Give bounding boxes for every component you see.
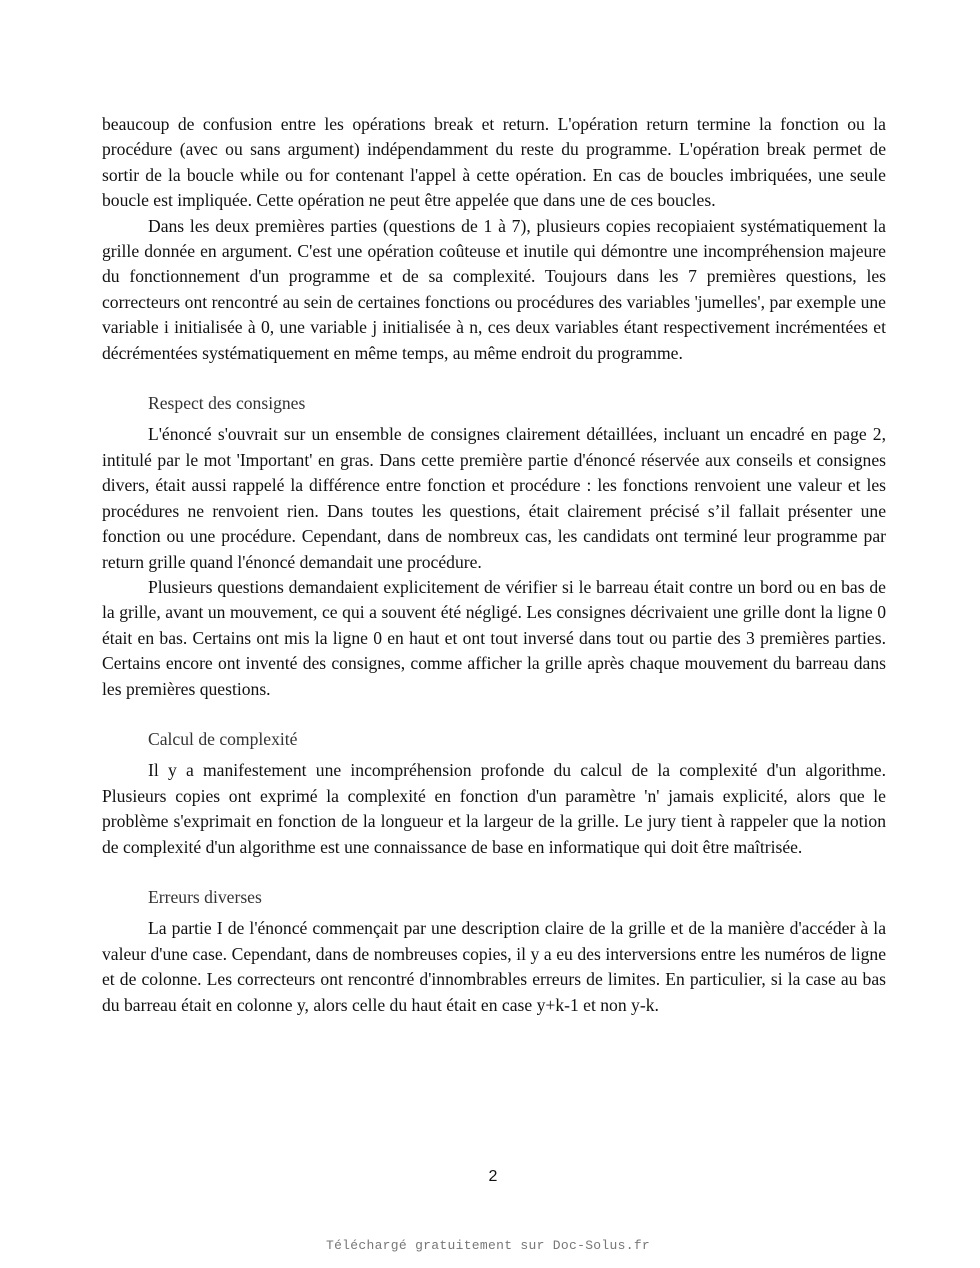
paragraph: beaucoup de confusion entre les opérations break et return. L'opération return termine la fonction ou la procédure (avec ou sans argument) indépendamment du reste du programme. L'opération break permet de sortir de la boucle while ou for contenant l'appel à cette opération. En cas de boucles imbriquées, une seule boucle est impliquée. Cette opération ne peut être appelée que dans une de ces boucles. [102,114,886,211]
section-heading: Calcul de complexité [148,728,298,749]
page-number: 2 [488,1168,498,1185]
section-heading: Erreurs diverses [148,886,262,907]
paragraph: Plusieurs questions demandaient explicitement de vérifier si le barreau était contre un bord ou en bas de la grille, avant un mouvement, ce qui a souvent été négligé. Les consignes décrivaient une grille dont la ligne 0 était en bas. Certains ont mis la ligne 0 en haut et ont tout inversé dans tout ou partie des 3 premières parties. Certains encore ont inventé des consignes, comme afficher la grille après chaque mouvement du barreau dans les premières questions. [102,576,886,699]
paragraph: L'énoncé s'ouvrait sur un ensemble de consignes clairement détaillées, incluant un encadré en page 2, intitulé par le mot 'Important' en gras. Dans cette première partie d'énoncé réservée aux conseils et consignes divers, était aussi rappelé la différence entre fonction et procédure : les fonctions renvoient une valeur et les procédures ne renvoient rien. Dans toutes les questions, était clairement précisé s’il fallait présenter une fonction ou une procédure. Cependant, dans de nombreux cas, les candidats ont terminé leur programme par return grille quand l'énoncé demandait une procédure. [102,424,886,572]
paragraph: Il y a manifestement une incompréhension profonde du calcul de la complexité d'un algorithme. Plusieurs copies ont exprimé la complexité en fonction d'un paramètre 'n' jamais explicité, alors que le problème s'exprimait en fonction de la longueur et la largeur de la grille. Le jury tient à rappeler que la notion de complexité d'un algorithme est une connaissance de base en informatique qui doit être maîtrisée. [102,760,886,857]
footer-watermark: Téléchargé gratuitement sur Doc-Solus.fr [325,1238,651,1253]
paragraph: Dans les deux premières parties (questions de 1 à 7), plusieurs copies recopiaient systématiquement la grille donnée en argument. C'est une opération coûteuse et inutile qui démontre une incompréhension majeure du fonctionnement d'un programme et de sa complexité. Toujours dans les 7 premières questions, les correcteurs ont rencontré au sein de certaines fonctions ou procédures des variables 'jumelles', par exemple une variable i initialisée à 0, une variable j initialisée à n, ces deux variables étant respectivement incrémentées et décrémentées systématiquement en même temps, au même endroit du programme. [102,215,886,363]
section-heading: Respect des consignes [148,393,306,414]
page-content [102,112,886,1018]
paragraph: La partie I de l'énoncé commençait par une description claire de la grille et de la manière d'accéder à la valeur d'une case. Cependant, dans de nombreuses copies, il y a eu des interversions entre les numéros de ligne et de colonne. Les correcteurs ont rencontré d'innombrables erreurs de limites. En particulier, si la case au bas du barreau était en colonne y, alors celle du haut était en case y+k-1 et non y-k. [102,918,886,1015]
